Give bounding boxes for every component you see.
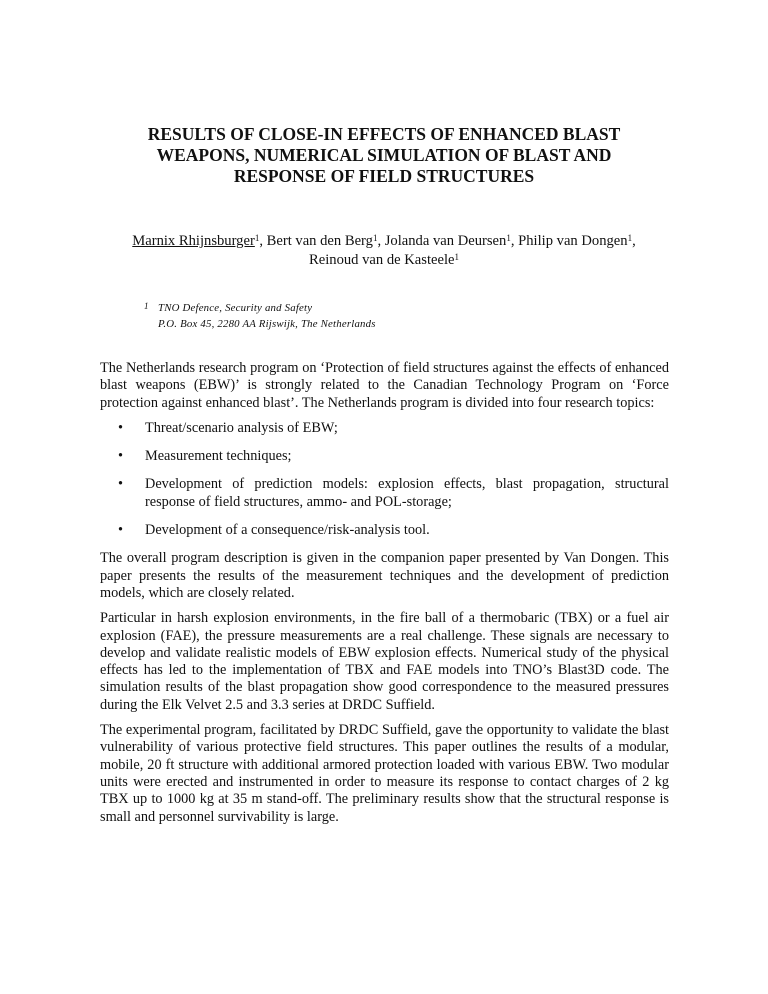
bullet-icon: • — [118, 522, 124, 539]
author-affiliation-mark: 1 — [254, 233, 260, 243]
title-line-1: RESULTS OF CLOSE-IN EFFECTS OF ENHANCED BLAST — [147, 124, 621, 144]
author-affiliation-mark: 1 — [506, 233, 511, 243]
author-name: Philip van Dongen — [518, 233, 628, 249]
paragraph-measurements: Particular in harsh explosion environments, in the fire ball of a thermobaric (TBX) or a fuel air explosion (FAE), the pressure measurements are a real challenge. These signals are necessary to develop and validate realistic models of EBW explosion effects. Numerical study of the physical effects has led to the implementation of TBX and FAE models into TNO’s Blast3D code. The simulation results of the blast propagation show good correspondence to the measured pressures during the Elk Velvet 2.5 and 3.3 series at DRDC Suffield. — [100, 610, 669, 713]
author-list — [90, 232, 678, 270]
bullet-icon: • — [118, 419, 124, 436]
author-separator: , — [377, 233, 385, 249]
author-name: Jolanda van Deursen — [384, 233, 507, 249]
list-item — [100, 476, 669, 511]
list-item-text: Measurement techniques; — [145, 448, 292, 465]
list-item-text: Development of a consequence/risk-analysis tool. — [145, 522, 430, 539]
research-topics-list — [100, 420, 669, 539]
paragraph-experimental: The experimental program, facilitated by DRDC Suffield, gave the opportunity to validate the blast vulnerability of various protective field structures. This paper outlines the results of a modular, mobile, 20 ft structure with additional armored protection loaded with various EBW. Two modular units were erected and instrumented in order to measure its response to contact charges of 2 kg TBX up to 1000 kg at 35 m stand-off. The preliminary results show that the structural response is small and personnel survivability is large. — [100, 722, 669, 825]
author-name: Bert van den Berg — [266, 233, 373, 249]
author-line-1 — [90, 232, 678, 251]
list-item-text: Development of prediction models: explosion effects, blast propagation, structural response of field structures, ammo- and POL-storage; — [145, 476, 669, 510]
title-line-2: WEAPONS, NUMERICAL SIMULATION OF BLAST AND — [156, 145, 612, 165]
abstract-body — [100, 360, 669, 834]
author-name: Reinoud van de Kasteele — [309, 252, 455, 268]
title-line-3: RESPONSE OF FIELD STRUCTURES — [233, 166, 535, 186]
author-name: Marnix Rhijnsburger — [132, 233, 255, 249]
affiliation-address: P.O. Box 45, 2280 AA Rijswijk, The Netherlands — [158, 318, 376, 330]
affiliation-organization: TNO Defence, Security and Safety — [158, 302, 313, 314]
author-affiliation-mark: 1 — [372, 233, 378, 243]
affiliation-mark: 1 — [144, 301, 149, 311]
author-affiliation-mark: 1 — [627, 233, 633, 243]
affiliation-block — [144, 300, 376, 332]
paper-title — [100, 124, 668, 187]
list-item — [100, 420, 669, 437]
author-separator: , — [259, 233, 267, 249]
author-separator: , — [632, 233, 636, 249]
list-item-text: Threat/scenario analysis of EBW; — [145, 419, 338, 436]
author-affiliation-mark: 1 — [454, 252, 459, 262]
author-separator: , — [510, 233, 519, 249]
bullet-icon: • — [118, 448, 124, 465]
bullet-icon: • — [118, 476, 124, 493]
list-item — [100, 522, 669, 539]
list-item — [100, 448, 669, 465]
paragraph-intro: The Netherlands research program on ‘Protection of field structures against the effects of enhanced blast weapons (EBW)’ is strongly related to the Canadian Technology Program on ‘Force protection against enhanced blast’. The Netherlands program is divided into four research topics: — [100, 360, 669, 411]
paragraph-overview: The overall program description is given in the companion paper presented by Van Dongen. This paper presents the results of the measurement techniques and the development of prediction models, which are closely related. — [100, 550, 669, 601]
author-line-2 — [90, 251, 678, 270]
